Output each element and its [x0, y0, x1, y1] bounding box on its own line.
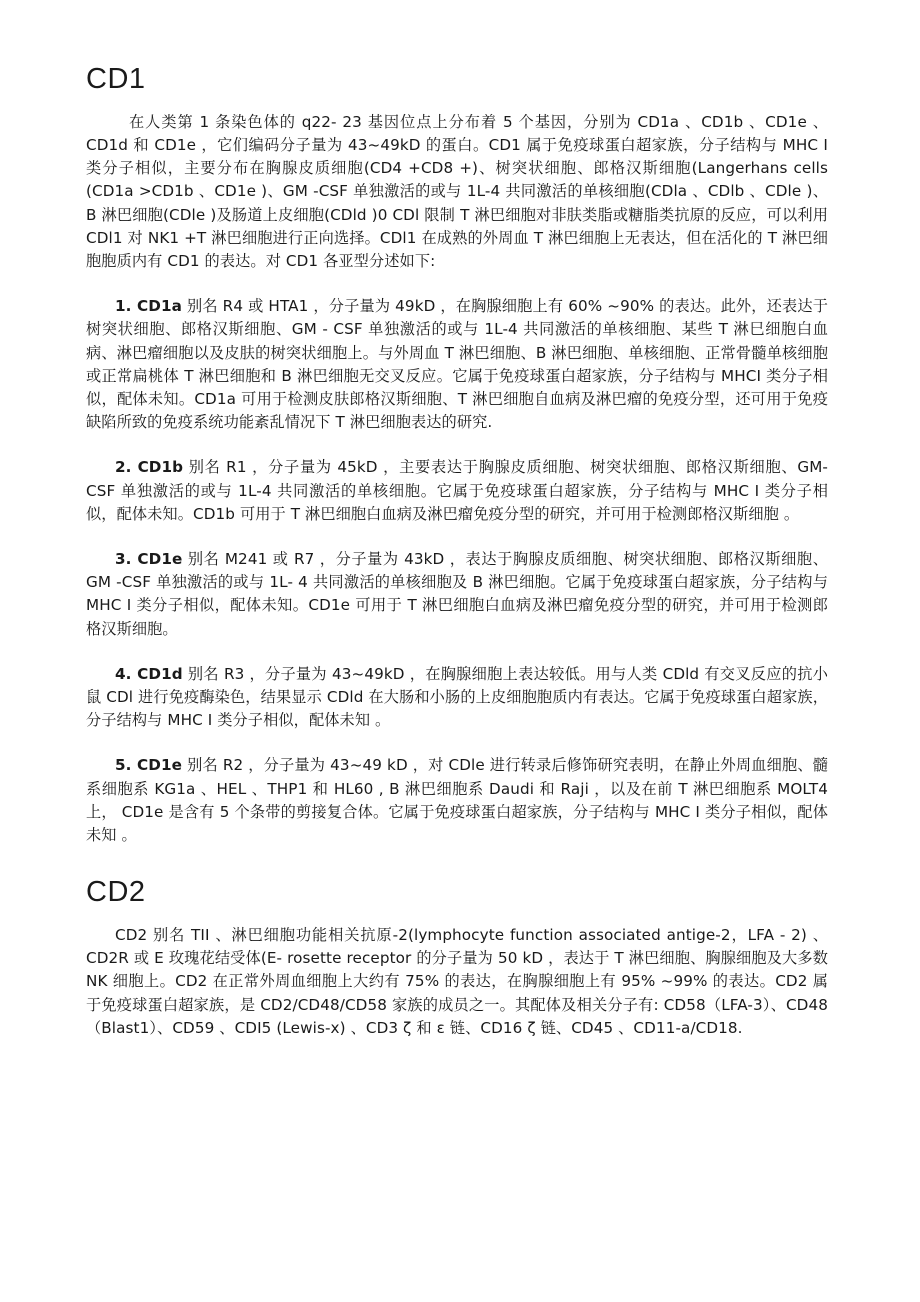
cd1a-paragraph: [86, 295, 828, 434]
cd1-intro-paragraph: 在人类第 1 条染色体的 q22- 23 基因位点上分布着 5 个基因，分别为 CD1a 、CD1b 、CD1e 、CD1d 和 CD1e ，它们编码分子量为 43~49kD 的蛋白。CD1 属于免疫球蛋白超家族，分子结构与 MHC I 类分子相似，主要分布在胸腺皮质细胞(CD4 +CD8 +)、树突状细胞、郎格汉斯细胞(Langerhans cells (CD1a >CD1b 、CD1e )、GM -CSF 单独激活的或与 1L-4 共同激活的单核细胞(CDla 、CDlb 、CDle )、B 淋巴细胞(CDle )及肠道上皮细胞(CDld )0 CDl 限制 T 淋巴细胞对非肤类脂或糖脂类抗原的反应，可以利用 CDl1 对 NK1 +T 淋巴细胞进行正向选择。CDl1 在成熟的外周血 T 淋巴细胞上无表达，但在活化的 T 淋巴细胞胞质内有 CD1 的表达。对 CD1 各亚型分述如下:: [86, 112, 828, 271]
cd1c-heading: 3. CD1e: [115, 550, 183, 569]
section-title-cd2: CD2: [86, 876, 146, 909]
cd1d-heading: 4. CD1d: [115, 664, 183, 683]
cd1e-text: 别名 R2 ，分子量为 43~49 kD ，对 CDle 进行转录后修饰研究表明，在静止外周血细胞、髓系细胞系 KG1a 、HEL 、THP1 和 HL60 , B 淋巴细胞系 Daudi 和 Raji ，以及在前 T 淋巴细胞系 MOLT4 上， CD1e 是含有 5 个条带的剪接复合体。它属于免疫球蛋白超家族，分子结构与 MHC I 类分子相似，配体未知 。: [86, 756, 829, 845]
cd1e-heading: 5. CD1e: [115, 756, 183, 775]
cd1c-text: 别名 M241 或 R7 ，分子量为 43kD ，表达于胸腺皮质细胞、树突状细胞、郎格汉斯细胞、GM -CSF 单独激活的或与 1L- 4 共同激活的单核细胞及 B 淋巴细胞。它属于免疫球蛋白超家族，分子结构与 MHC I 类分子相似，配体未知。CD1e 可用于 T 淋巴细胞白血病及淋巴瘤免疫分型的研究，并可用于检测郎格汉斯细胞。: [86, 550, 828, 638]
cd1a-text: 别名 R4 或 HTA1 ，分子量为 49kD ，在胸腺细胞上有 60% ~90% 的表达。此外，还表达于树突状细胞、郎格汉斯细胞、GM - CSF 单独激活的或与 1L-4 共同激活的单核细胞、某些 T 淋巳细胞白血病、淋巴瘤细胞以及皮肤的树突状细胞上。与外周血 T 淋巴细胞、B 淋巴细胞、单核细胞、正常骨髓单核细胞或正常扁桃体 T 淋巴细胞和 B 淋巴细胞无交叉反应。它属于免疫球蛋白超家族，分子结构与 MHCI 类分子相似，配体未知。CD1a 可用于检测皮肤郎格汉斯细胞、T 淋巴细胞自血病及淋巴瘤的免疫分型，还可用于免疫缺陷所致的免疫系统功能紊乱情况下 T 淋巴细胞表达的研究.: [86, 297, 828, 432]
cd1d-text: 别名 R3 ，分子量为 43~49kD ，在胸腺细胞上表达较低。用与人类 CDld 有交叉反应的抗小鼠 CDl 进行免疫酶染色，结果显示 CDld 在大肠和小肠的上皮细胞胞质内有表达。它属于免疫球蛋白超家族，分子结构与 MHC I 类分子相似，配体未知 。: [86, 664, 828, 730]
cd1e-paragraph: [86, 754, 828, 847]
section-title-cd1: CD1: [86, 63, 146, 95]
cd1a-heading: 1. CD1a: [115, 297, 182, 316]
cd2-intro-paragraph: CD2 别名 TII 、淋巴细胞功能相关抗原-2(lymphocyte function associated antige-2，LFA - 2) 、CD2R 或 E 玫瑰花结受体(E- rosette receptor 的分子量为 50 kD ，表达于 T 淋巴细胞、胸腺细胞及大多数 NK 细胞上。CD2 在正常外周血细胞上大约有 75% 的表达，在胸腺细胞上有 95% ~99% 的表达。CD2 属于免疫球蛋白超家族，是 CD2/CD48/CD58 家族的成员之一。其配体及相关分子有: CD58（LFA-3）、CD48（Blast1）、CD59 、CDI5 (Lewis-x) 、CD3 ζ 和 ε 链、CD16 ζ 链、CD45 、CD11-a/CD18.: [86, 926, 828, 1037]
cd1b-heading: 2. CD1b: [115, 458, 184, 477]
document-page: [86, 62, 828, 1062]
cd1c-paragraph: [86, 548, 828, 641]
cd1b-text: 别名 R1 ，分子量为 45kD ，主要表达于胸腺皮质细胞、树突状细胞、郎格汉斯细胞、GM-CSF 单独激活的或与 1L-4 共同激活的单核细胞。它属于免疫球蛋白超家族，分子结构与 MHC I 类分子相似，配体未知。CD1b 可用于 T 淋巴细胞白血病及淋巴瘤免疫分型的研究，并可用于检测郎格汉斯细胞 。: [86, 458, 828, 523]
cd1b-paragraph: [86, 456, 828, 526]
cd1d-paragraph: [86, 663, 828, 733]
